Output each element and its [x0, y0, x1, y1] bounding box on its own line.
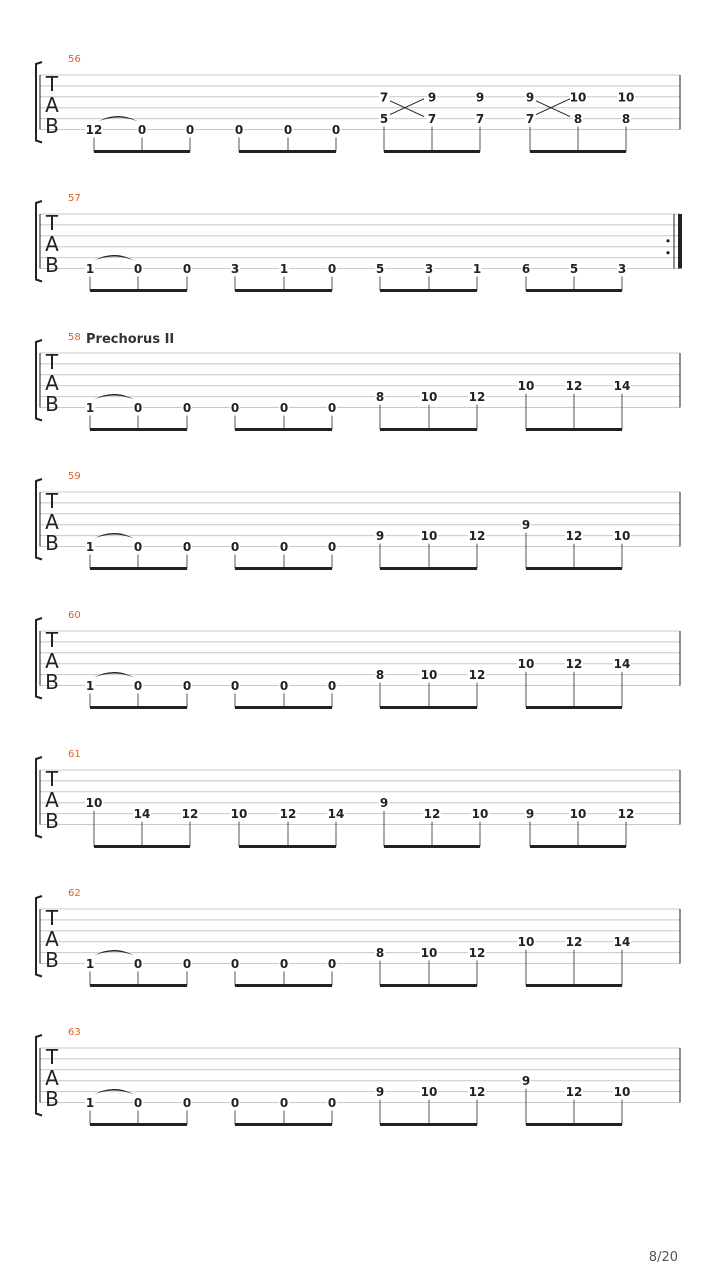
measure-number: 62: [68, 888, 81, 899]
fret-number: 10: [420, 529, 438, 544]
slide-line: [390, 99, 424, 115]
system-bracket: [36, 1035, 42, 1116]
clef-letter: A: [45, 648, 59, 673]
fret-number: 0: [230, 679, 240, 693]
measure-number: 56: [68, 54, 81, 65]
clef-letter: T: [45, 1044, 59, 1069]
fret-number: 9: [521, 518, 531, 533]
fret-number: 12: [85, 123, 103, 137]
system-bracket: [36, 340, 42, 421]
fret-number: 10: [420, 390, 438, 405]
clef-letter: B: [45, 669, 59, 694]
clef-letter: A: [45, 370, 59, 395]
repeat-dot: [666, 239, 669, 242]
fret-number: 0: [133, 401, 143, 415]
fret-number: 10: [569, 90, 587, 105]
repeat-dot: [666, 251, 669, 254]
fret-number: 0: [327, 540, 337, 554]
fret-number: 8: [375, 946, 385, 961]
system-bracket: [36, 479, 42, 560]
clef-letter: A: [45, 787, 59, 812]
fret-number: 3: [617, 262, 627, 276]
fret-number: 0: [133, 1096, 143, 1110]
fret-number: 0: [279, 957, 289, 971]
fret-number: 9: [525, 807, 535, 822]
slide-line: [536, 99, 570, 115]
fret-number: 1: [85, 957, 95, 971]
section-label: Prechorus II: [86, 332, 175, 347]
fret-number: 5: [375, 262, 385, 276]
clef-letter: T: [45, 488, 59, 513]
fret-number: 10: [420, 946, 438, 961]
fret-number: 10: [613, 1085, 631, 1100]
fret-number: 12: [279, 807, 297, 822]
fret-number: 6: [521, 262, 531, 276]
system-bracket: [36, 618, 42, 699]
fret-number: 0: [331, 123, 341, 137]
clef-letter: B: [45, 1086, 59, 1111]
fret-number: 0: [279, 401, 289, 415]
fret-number: 9: [525, 90, 535, 105]
fret-number: 14: [613, 379, 631, 394]
fret-number: 0: [283, 123, 293, 137]
fret-number: 0: [327, 1096, 337, 1110]
clef-letter: A: [45, 926, 59, 951]
fret-number: 10: [517, 657, 535, 672]
clef-letter: B: [45, 947, 59, 972]
measure-number: 58: [68, 332, 81, 343]
measure-number: 57: [68, 193, 81, 204]
fret-number: 0: [279, 540, 289, 554]
fret-number: 0: [137, 123, 147, 137]
fret-number: 10: [569, 807, 587, 822]
clef-letter: B: [45, 808, 59, 833]
fret-number: 0: [230, 957, 240, 971]
measure-56: [36, 54, 680, 152]
fret-number: 10: [613, 529, 631, 544]
system-bracket: [36, 896, 42, 977]
fret-number: 12: [565, 529, 583, 544]
clef-letter: T: [45, 766, 59, 791]
clef-letter: A: [45, 92, 59, 117]
fret-number: 0: [133, 957, 143, 971]
fret-number: 12: [468, 529, 486, 544]
fret-number: 0: [327, 401, 337, 415]
clef-letter: B: [45, 113, 59, 138]
fret-number: 5: [379, 112, 389, 127]
system-bracket: [36, 62, 42, 143]
fret-number: 0: [182, 957, 192, 971]
system-bracket: [36, 201, 42, 282]
fret-number: 7: [525, 112, 535, 127]
fret-number: 7: [379, 90, 389, 105]
fret-number: 0: [327, 679, 337, 693]
clef-letter: B: [45, 530, 59, 555]
measure-59: [36, 471, 680, 569]
fret-number: 12: [617, 807, 635, 822]
fret-number: 14: [613, 657, 631, 672]
fret-number: 0: [182, 262, 192, 276]
fret-number: 7: [427, 112, 437, 127]
fret-number: 8: [375, 668, 385, 683]
fret-number: 0: [182, 1096, 192, 1110]
fret-number: 0: [327, 262, 337, 276]
fret-number: 0: [234, 123, 244, 137]
fret-number: 9: [375, 1085, 385, 1100]
fret-number: 0: [230, 401, 240, 415]
fret-number: 12: [468, 946, 486, 961]
fret-number: 0: [230, 1096, 240, 1110]
fret-number: 9: [379, 796, 389, 811]
slide-line: [536, 101, 570, 117]
measure-57: [36, 193, 680, 291]
fret-number: 0: [327, 957, 337, 971]
fret-number: 14: [327, 807, 345, 822]
fret-number: 8: [573, 112, 583, 127]
fret-number: 12: [423, 807, 441, 822]
measure-60: [36, 610, 680, 708]
clef-letter: T: [45, 71, 59, 96]
measure-number: 63: [68, 1027, 81, 1038]
fret-number: 0: [182, 540, 192, 554]
fret-number: 1: [85, 1096, 95, 1110]
fret-number: 12: [468, 1085, 486, 1100]
fret-number: 1: [85, 679, 95, 693]
measure-number: 60: [68, 610, 81, 621]
fret-number: 12: [468, 390, 486, 405]
measure-number: 59: [68, 471, 81, 482]
page-number: 8/20: [648, 1250, 678, 1265]
fret-number: 12: [565, 935, 583, 950]
clef-letter: A: [45, 231, 59, 256]
clef-letter: B: [45, 252, 59, 277]
fret-number: 0: [185, 123, 195, 137]
clef-letter: B: [45, 391, 59, 416]
clef-letter: T: [45, 905, 59, 930]
fret-number: 0: [182, 401, 192, 415]
fret-number: 9: [375, 529, 385, 544]
fret-number: 12: [565, 657, 583, 672]
fret-number: 12: [181, 807, 199, 822]
fret-number: 0: [182, 679, 192, 693]
fret-number: 10: [230, 807, 248, 822]
fret-number: 7: [475, 112, 485, 127]
system-bracket: [36, 757, 42, 838]
measure-58: [36, 332, 680, 430]
fret-number: 1: [279, 262, 289, 276]
fret-number: 9: [521, 1074, 531, 1089]
fret-number: 14: [133, 807, 151, 822]
measure-62: [36, 888, 680, 986]
measure-63: [36, 1027, 680, 1125]
fret-number: 1: [472, 262, 482, 276]
fret-number: 1: [85, 540, 95, 554]
measure-number: 61: [68, 749, 81, 760]
clef-letter: T: [45, 627, 59, 652]
fret-number: 0: [133, 540, 143, 554]
fret-number: 3: [230, 262, 240, 276]
clef-letter: A: [45, 1065, 59, 1090]
fret-number: 14: [613, 935, 631, 950]
fret-number: 1: [85, 401, 95, 415]
fret-number: 9: [475, 90, 485, 105]
fret-number: 0: [279, 1096, 289, 1110]
fret-number: 0: [133, 679, 143, 693]
clef-letter: T: [45, 210, 59, 235]
fret-number: 5: [569, 262, 579, 276]
fret-number: 12: [565, 379, 583, 394]
fret-number: 10: [420, 1085, 438, 1100]
fret-number: 9: [427, 90, 437, 105]
clef-letter: A: [45, 509, 59, 534]
clef-letter: T: [45, 349, 59, 374]
slide-line: [390, 101, 424, 117]
measure-61: [36, 749, 680, 847]
fret-number: 10: [85, 796, 103, 811]
fret-number: 10: [617, 90, 635, 105]
fret-number: 0: [133, 262, 143, 276]
fret-number: 8: [375, 390, 385, 405]
fret-number: 0: [230, 540, 240, 554]
fret-number: 10: [420, 668, 438, 683]
fret-number: 10: [471, 807, 489, 822]
fret-number: 0: [279, 679, 289, 693]
fret-number: 3: [424, 262, 434, 276]
fret-number: 10: [517, 379, 535, 394]
fret-number: 1: [85, 262, 95, 276]
fret-number: 10: [517, 935, 535, 950]
fret-number: 8: [621, 112, 631, 127]
fret-number: 12: [468, 668, 486, 683]
fret-number: 12: [565, 1085, 583, 1100]
